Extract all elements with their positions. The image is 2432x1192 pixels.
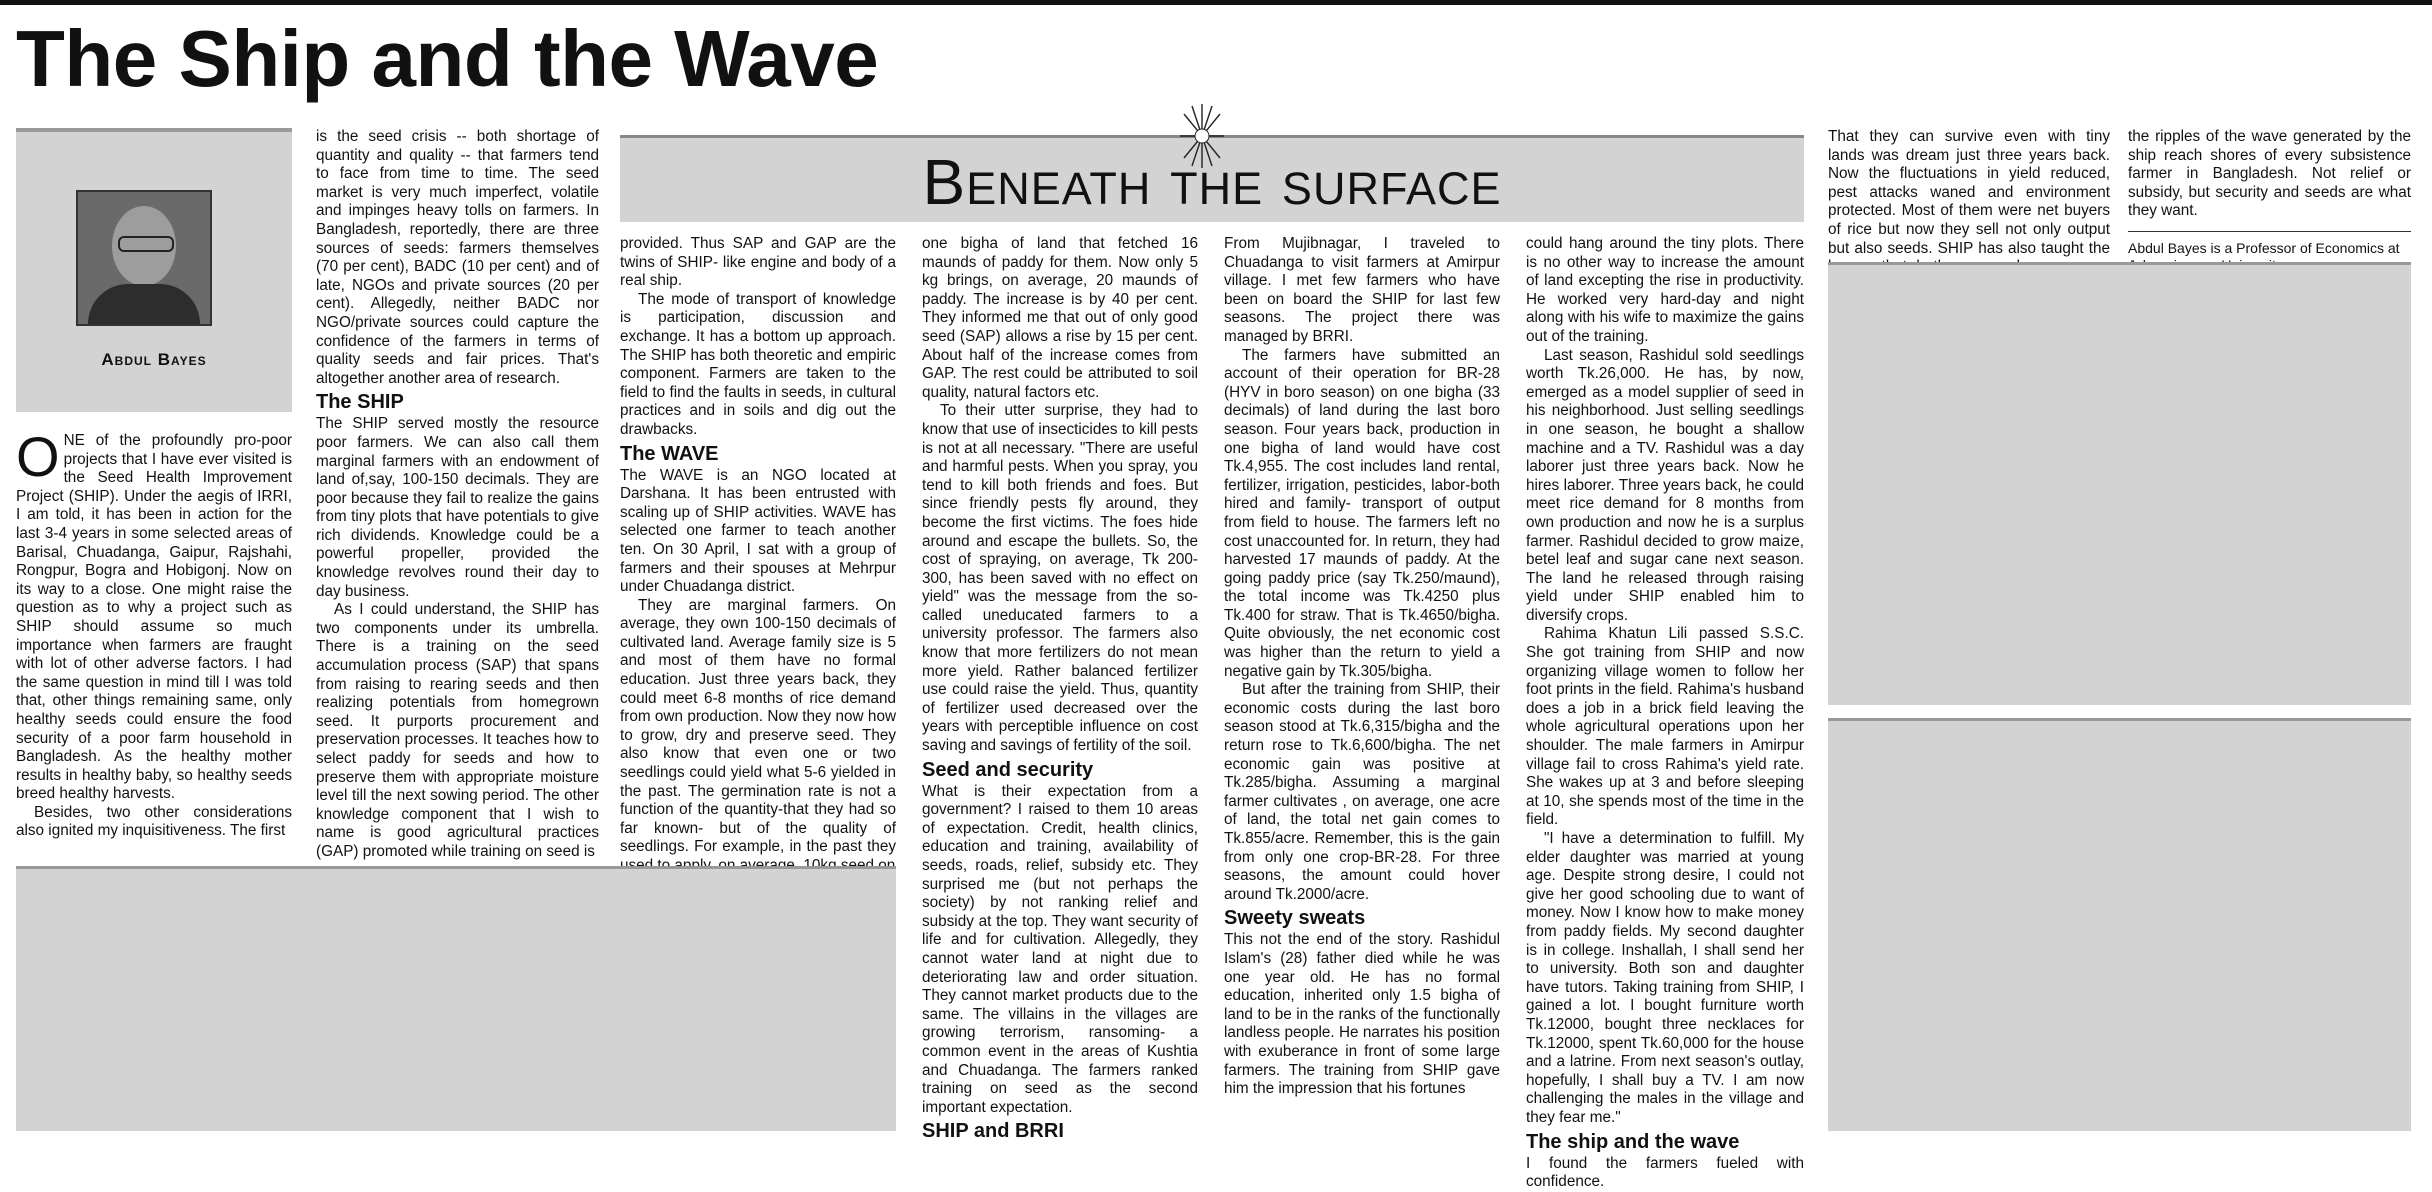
- col4-paragraph-3: What is their expectation from a government? I raised to them 10 areas of expectation. Credit, health clinics, education and training, availability of seeds, roads, relief, subsidy etc. They surprised me (but not perhaps the society) by not ranking relief and subsidy at the top. They want security of life and for cultivation. Allegedly, they cannot water land at night due to deteriorating law and order situation. They cannot market products due to the same. The villains in the villages are growing terrorism, ransoming- a common event in the areas of Kushtia and Chuadanga. The farmers ranked training on seed as the second important expectation.: [922, 782, 1198, 1116]
- column-7: [1828, 128, 2110, 258]
- col3-paragraph-1: provided. Thus SAP and GAP are the twins of SHIP- like engine and body of a real ship.: [620, 235, 896, 290]
- col1-paragraph-2: Besides, two other considerations also ignited my inquisitiveness. The first: [16, 803, 292, 840]
- col5-paragraph-2: The farmers have submitted an account of their operation for BR-28 (HYV in boro season) on one bigha (33 decimals) of land during the last boro season. Four years back, production in one bigha of land would have cost Tk.4,955. The cost includes land rental, fertilizer, irrigation, pesticides, labor-both hired and family- transport of output from field to house. The farmers left no cost unaccounted for. In return, they had harvested 17 maunds of paddy. At the going paddy price (say Tk.250/maund), the total income was Tk.4250 plus Tk.400 for straw. That is Tk.4650/bigha. Quite obviously, the net economic cost was higher than the return to yield a negative gain by Tk.305/bigha.: [1224, 346, 1500, 680]
- col6-paragraph-4: "I have a determination to fulfill. My elder daughter was married at young age. Despite strong desire, I could not give her good schooling due to want of money. Now I know how to make money from paddy fields. My second daughter is in college. Inshallah, I shall send her to university. Both son and daughter have tutors. Taking training from SHIP, I gained a lot. I bought furniture worth Tk.12000, bought three necklaces for Tk.12000, spent Tk.60,000 for the house and a latrine. From next season's outlay, hopefully, I shall buy a TV. I am now challenging the males in the village and they fear me.": [1526, 830, 1804, 1126]
- col2-paragraph-2: The SHIP served mostly the resource poor farmers. We can also call them marginal farmers with an endowment of land of,say, 100-150 decimals. They are poor because they fail to realize the gains from tiny plots that have potentials to give rich dividends. Knowledge could be a powerful propeller, provided the knowledge revolves round their day to day business.: [316, 415, 599, 600]
- col3-paragraph-2: The mode of transport of knowledge is participation, discussion and exchange. It has a bottom up approach. The SHIP has both theoretic and empiric component. Farmers are taken to the field to find the faults in seeds, in cultural practices and in soils and dig out the drawbacks.: [620, 290, 896, 438]
- author-box: [16, 128, 292, 412]
- top-rule: [0, 0, 2432, 5]
- col1-p1-text: NE of the profoundly pro-poor projects that I have ever visited is the Seed Health Improvement Project (SHIP). Under the aegis of IRRI, I am told, it has been in action for the last 3-4 years in some selected areas of Barisal, Chuadanga, Gaipur, Rajshahi, Rongpur, Bogra and Hobigonj. Now on its way to a close. One might raise the question as to why a project such as SHIP should assume so much importance when farmers are fraught with lot of other adverse factors. I had the same question in mind till I was told that, other things remaining same, only healthy seeds could ensure the food security of a poor farm household in Bangladesh. As the healthy mother results in healthy baby, so healthy seeds breed healthy harvests.: [16, 432, 292, 803]
- column-4: [922, 235, 1198, 1143]
- col1-paragraph-1: [16, 425, 292, 804]
- banner-title: Beneath the surface: [922, 146, 1502, 218]
- col4-subhead-seed-security: Seed and security: [922, 758, 1094, 781]
- column-2: [316, 128, 599, 860]
- col4-subhead-ship-brri: SHIP and BRRI: [922, 1120, 1064, 1143]
- column-1: [16, 425, 292, 847]
- column-6: [1526, 235, 1804, 1191]
- col6-subhead-ship-wave: The ship and the wave: [1526, 1130, 1740, 1153]
- ad-space-right-bottom: [1828, 718, 2411, 1131]
- col3-paragraph-3: The WAVE is an NGO located at Darshana. It has been entrusted with scaling up of SHIP activities. WAVE has selected one farmer to teach another ten. On 30 April, I sat with a group of farmers and their spouses at Mehrpur under Chuadanga district.: [620, 466, 896, 596]
- col3-subhead-wave: The WAVE: [620, 442, 719, 465]
- column-8: [2128, 128, 2411, 268]
- col3-paragraph-4: They are marginal farmers. On average, they own 100-150 decimals of cultivated land. Average family size is 5 and most of them have no formal education. Just three years back, they could meet 6-8 months of rice demand from own production. Now they now how to grow, dry and preserve seed. They also know that even one or two seedlings could yield what 5-6 yielded in the past. The germination rate is not a function of the quantity-that they had so far known- but of the quality of seedlings. For example, in the past they: [620, 596, 896, 856]
- author-photo-body: [88, 284, 200, 324]
- col4-paragraph-2: To their utter surprise, they had to know that use of insecticides to kill pests is not at all necessary. "There are useful and harmful pests. When you spray, you tend to kill both friends and foes. But since friendly pests fly around, they become the first victims. The foes hide around and escape the bullets. So, the cost of spraying, on average, Tk 200-300, has been saved with no effect on yield" was the message from the so-called uneducated farmers to a university professor. The farmers also know that more fertilizers do not mean more yield. Rather balanced fertilizer use could raise the yield. Thus, quantity of fertilizer used decreased over the years with perceptible influence on cost saving and savings of fertility of the soil.: [922, 402, 1198, 755]
- bio-rule: [2128, 231, 2411, 232]
- col6-paragraph-3: Rahima Khatun Lili passed S.S.C. She got training from SHIP and now organizing village women to follow her foot prints in the field. Rahima's husband does a job in a brick field leaving the whole agricultural operations upon her shoulder. The male farmers in Amirpur village fail to cross Rahima's yield rate. She wakes up at 3 and before sleeping at 10, she spends most of the time in the field.: [1526, 625, 1804, 829]
- author-photo: [76, 190, 212, 326]
- col5-paragraph-1: From Mujibnagar, I traveled to Chuadanga to visit farmers at Amirpur village. I met few farmers who have been on board the SHIP for last few seasons. The project there was managed by BRRI.: [1224, 235, 1500, 345]
- headline: The Ship and the Wave: [16, 14, 879, 103]
- col6-paragraph-5: I found the farmers fueled with confidence.: [1526, 1154, 1804, 1191]
- author-name: Abdul Bayes: [101, 350, 207, 369]
- column-3: [620, 235, 896, 856]
- col2-paragraph-3: As I could understand, the SHIP has two components under its umbrella. There is a training on the seed accumulation process (SAP) that spans from raising to rearing seeds and then realizing potentials from homegrown seed. It purports procurement and preservation processes. It teaches how to select paddy for seeds and how to preserve them with appropriate moisture level till the next sowing period. The other knowledge component that I wish to name is good agricultural practices (GAP) promoted while training on seed is: [316, 601, 599, 860]
- author-bio: Abdul Bayes is a Professor of Economics at: [2128, 239, 2400, 256]
- starburst-icon: [1180, 104, 1224, 168]
- col7-paragraph-1: That they can survive even with tiny lands was dream just three years back. Now the fluctuations in yield reduced, pest attacks waned and environment protected. Most of them were net buyers of rice but now they sell not only output but also seeds. SHIP has also taught the: [1828, 128, 2110, 257]
- col2-paragraph-1: is the seed crisis -- both shortage of quantity and quality -- that farmers tend to face from time to time. The seed market is very much imperfect, volatile and impinges heavy tolls on farmers. In Bangladesh, reportedly, there are three sources of seeds: farmers themselves (70 per cent), BADC (10 per cent) and of late, NGOs and private sources (20 per cent). Allegedly, neither BADC nor NGO/private sources could capture the confidence of the farmers in terms of quality seeds and fair prices. That's altogether another area of research.: [316, 128, 599, 387]
- col5-paragraph-3: But after the training from SHIP, their economic costs during the last boro season stood at Tk.6,315/bigha and the return rose to Tk.6,600/bigha. The net economic gain was positive at Tk.285/bigha. Assuming a marginal farmer cultivates , on average, one acre of land, the total net gain comes to Tk.855/acre. Remember, this is the gain from only one crop-BR-28. For three seasons, the amount could hover around Tk.2000/acre.: [1224, 681, 1500, 903]
- col6-paragraph-2: Last season, Rashidul sold seedlings worth Tk.26,000. He has, by now, emerged as a model supplier of seed in his neighborhood. Just selling seedlings in one season, he bought a shallow machine and a TV. Rashidul was a day laborer just three years back. Now he hires laborer. Three years back, he could meet rice demand for 8 months from own production and now he is a surplus farmer. Rashidul decided to grow maize, betel leaf and sugar cane next season. The land he released through raising yield under SHIP enabled him to diversify crops.: [1526, 346, 1804, 624]
- col8-paragraph-1: the ripples of the wave generated by the ship reach shores of every subsistence farmer in Bangladesh. Not relief or subsidy, but security and seeds are what they want.: [2128, 128, 2411, 220]
- col4-paragraph-1: one bigha of land that fetched 16 maunds of paddy for them. Now only 5 kg brings, on average, 20 maunds of paddy. The increase is by 40 per cent. They informed me that out of only good seed (SAP) allows a rise by 15 per cent. About half of the increase comes from GAP. The rest could be attributed to soil quality, natural factors etc.: [922, 235, 1198, 401]
- col5-paragraph-4: This not the end of the story. Rashidul Islam's (28) father died while he was one year old. He has no formal education, inherited only 1.5 bigha of land to be in the ranks of the functionally landless people. He narrates his position with exuberance in front of some large farmers. The training from SHIP gave him the impression that his fortunes: [1224, 931, 1500, 1098]
- column-5: [1224, 235, 1500, 1110]
- author-photo-glasses: [118, 236, 174, 252]
- ad-space-bottom-left: [16, 866, 896, 1131]
- col2-subhead-ship: The SHIP: [316, 391, 404, 414]
- dropcap: O: [16, 425, 60, 488]
- ad-space-right-top: [1828, 262, 2411, 705]
- col5-subhead-sweety-sweats: Sweety sweats: [1224, 907, 1366, 930]
- col6-paragraph-1: could hang around the tiny plots. There is no other way to increase the amount of land excepting the rise in productivity. He worked very hard-day and night along with his wife to maximize the gains out of the training.: [1526, 235, 1804, 345]
